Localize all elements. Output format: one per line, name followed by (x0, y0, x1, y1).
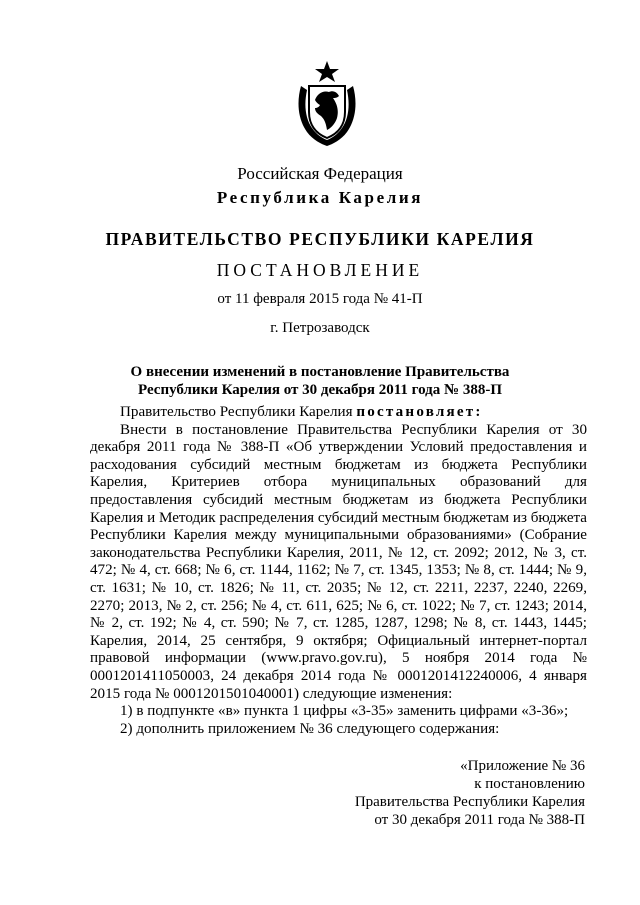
document-body (90, 404, 587, 738)
subject-line-1: О внесении изменений в постановление Правительства (130, 364, 510, 380)
appendix-line-3: Правительства Республики Карелия (354, 794, 585, 810)
intro-verb: постановляет: (356, 404, 483, 420)
subject-line-2: Республики Карелия от 30 декабря 2011 года № 388-П (137, 382, 503, 398)
appendix-heading (355, 757, 585, 829)
appendix-line-2: к постановлению (474, 776, 585, 792)
intro-paragraph (90, 404, 587, 422)
document-type: ПОСТАНОВЛЕНИЕ (216, 260, 424, 280)
document-subject (0, 363, 640, 399)
intro-prefix: Правительство Республики Карелия (120, 404, 357, 420)
federation-title: Российская Федерация (237, 164, 403, 183)
list-item-1: 1) в подпункте «в» пункта 1 цифры «3-35» заменить цифрами «3-36»; (120, 703, 569, 720)
government-title: ПРАВИТЕЛЬСТВО РЕСПУБЛИКИ КАРЕЛИЯ (105, 229, 535, 249)
document-city: г. Петрозаводск (270, 320, 370, 336)
coat-of-arms-emblem (293, 60, 361, 146)
appendix-line-1: «Приложение № 36 (460, 758, 585, 774)
list-item-2: 2) дополнить приложением № 36 следующего содержания: (120, 720, 500, 737)
document-date: от 11 февраля 2015 года № 41-П (217, 291, 423, 307)
main-paragraph: Внести в постановление Правительства Республики Карелия от 30 декабря 2011 года № 388-П «Об утверждении Условий предоставления и расходования субсидий местным бюджетам из бюджета Республики Карелия, Критериев отбора муниципальных образований для предоставления субсидий местным бюджетам из бюджета Республики Карелия и Методик распределения субсидий местным бюджетам из бюджета Республики Карелия между муниципальными образованиями» (Собрание законодательства Республики Карелия, 2011, № 12, ст. 2092; 2012, № 3, ст. 472; № 4, ст. 668; № 6, ст. 1144, 1162; № 7, ст. 1345, 1353; № 8, ст. 1444; № 9, ст. 1631; № 10, ст. 1826; № 11, ст. 2035; № 12, ст. 2211, 2237, 2240, 2269, 2270; 2013, № 2, ст. 256; № 4, ст. 611, 625; № 6, ст. 1022; № 7, ст. 1243; 2014, № 2, ст. 192; № 4, ст. 590; № 7, ст. 1285, 1287, 1298; № 8, ст. 1443, 1445; Карелия, 2014, 25 сентября, 9 октября; Официальный интернет-портал правовой информации (www.pravo.gov.ru), 5 ноября 2014 года № 0001201411050003, 24 декабря 2014 года № 0001201412240006, 4 января 2015 года № 0001201501040001) следующие изменения: (90, 421, 587, 702)
appendix-line-4: от 30 декабря 2011 года № 388-П (374, 812, 585, 828)
republic-title: Республика Карелия (216, 188, 424, 207)
